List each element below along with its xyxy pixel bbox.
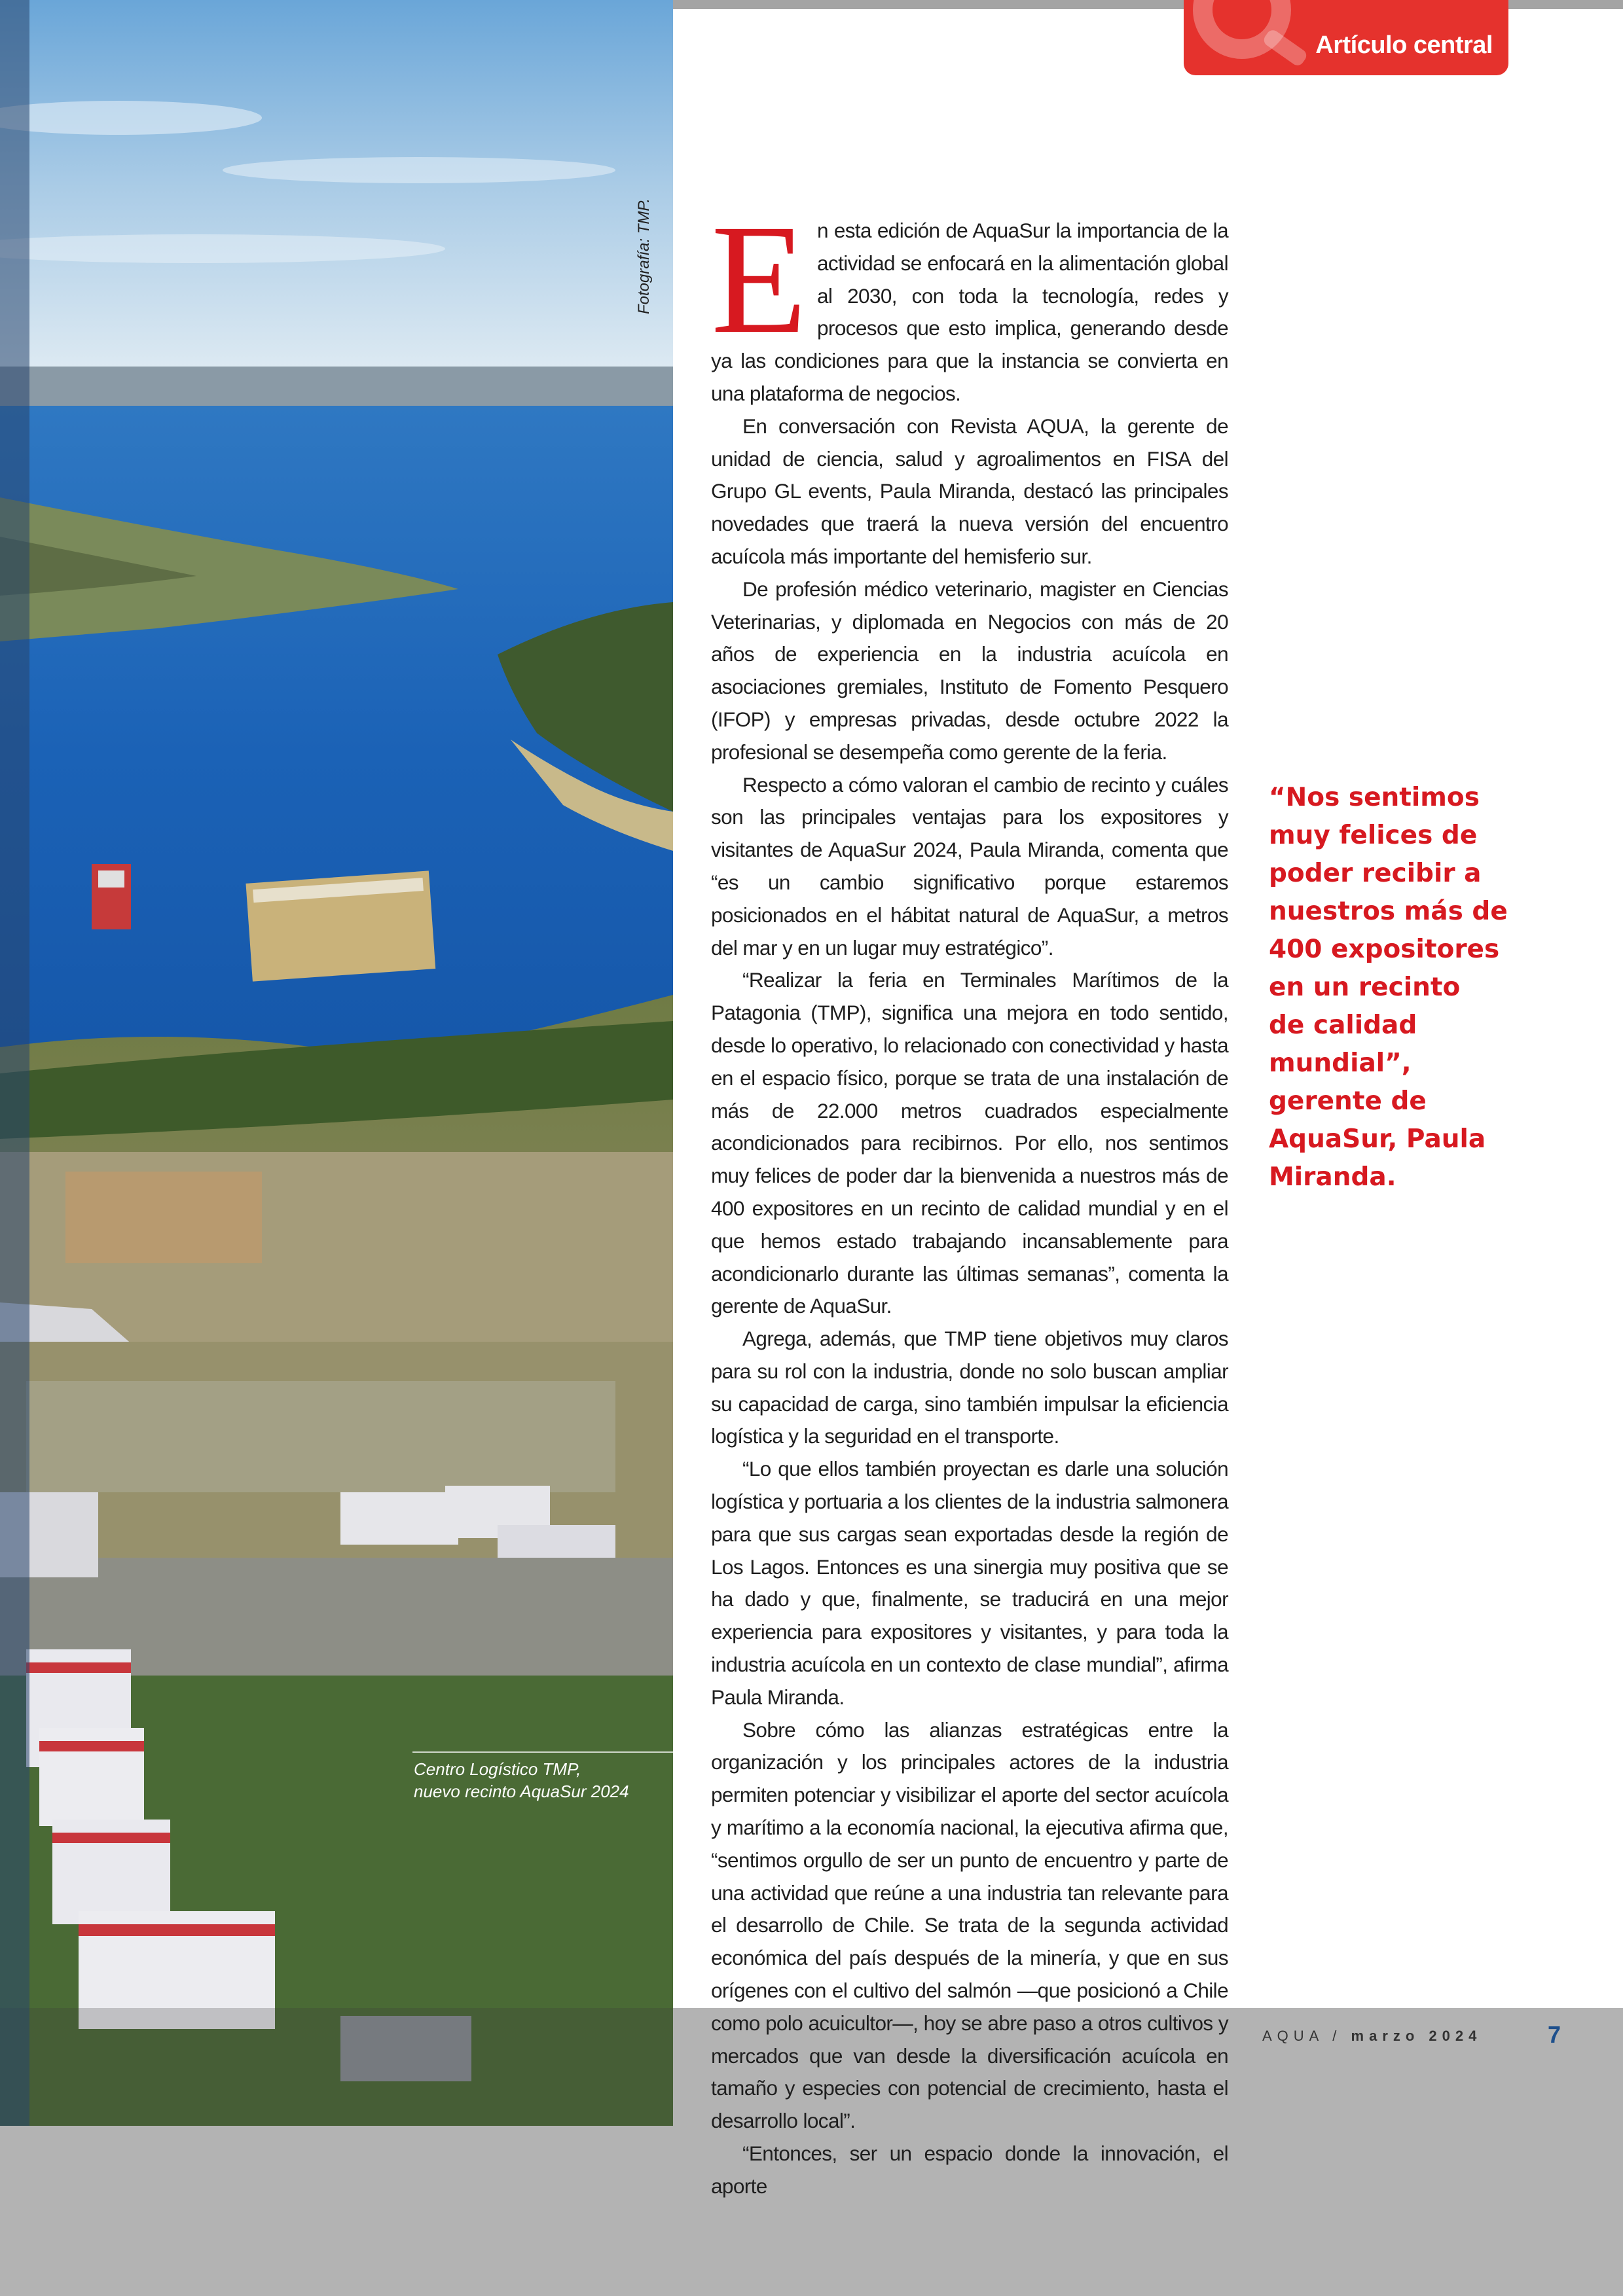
pull-quote-line: AquaSur, Paula: [1269, 1124, 1486, 1154]
pull-quote-line: Miranda.: [1269, 1162, 1396, 1192]
article-paragraph-6: Agrega, además, que TMP tiene objetivos muy claros para su rol con la industria, donde no solo buscan ampliar su capacidad de carga, sino también impulsar la eficiencia logística y la seguridad en el transporte.: [711, 1327, 1228, 1448]
article-paragraph-1: [711, 192, 1228, 410]
caption-rule: [412, 1751, 673, 1753]
photo-caption: [414, 1758, 669, 1803]
pull-quote-line: de calidad: [1269, 1011, 1417, 1040]
article-body: [711, 192, 1228, 2203]
paragraph-1-text: n esta edición de AquaSur la importancia de la actividad se enfocará en la alimentación global al 2030, con toda la tecnología, redes y procesos que esto implica, generando desde ya las condiciones para que la instancia se convierta en una plataforma de negocios.: [711, 219, 1228, 405]
footer-separator: /: [1332, 2028, 1342, 2044]
photo-credit: Fotografía: TMP.: [635, 198, 653, 314]
article-paragraph-2: En conversación con Revista AQUA, la gerente de unidad de ciencia, salud y agroalimentos en FISA del Grupo GL events, Paula Miranda, destacó las principales novedades que traerá la nueva versión del encuentro acuícola más importante del hemisferio sur.: [711, 414, 1228, 568]
caption-line-2: nuevo recinto AquaSur 2024: [414, 1782, 629, 1801]
pull-quote-line: en un recinto: [1269, 973, 1461, 1002]
footer-magazine: AQUA: [1262, 2028, 1324, 2044]
article-paragraph-7: “Lo que ellos también proyectan es darle una solución logística y portuaria a los clientes de la industria salmonera para que sus cargas sean exportadas desde la región de Los Lagos. Entonces es una sinergia muy positiva que se ha dado y que, finalmente, se traducirá en una mejor experiencia para expositores y visitantes, y para toda la industria acuícola en un contexto de clase mundial”, afirma Paula Miranda.: [711, 1457, 1228, 1709]
pull-quote-line: mundial”,: [1269, 1049, 1412, 1078]
article-paragraph-4: Respecto a cómo valoran el cambio de recinto y cuáles son las principales ventajas para los expositores y visitantes de AquaSur 2024, Paula Miranda, comenta que “es un cambio significativo porque estaremos posicionados en el hábitat natural de AquaSur, a metros del mar y en un lugar muy estratégico”.: [711, 772, 1228, 960]
footer-issue-date: marzo 2024: [1351, 2028, 1482, 2044]
aerial-photo: [0, 0, 673, 2126]
article-paragraph-9: “Entonces, ser un espacio donde la innovación, el aporte: [711, 2142, 1228, 2198]
pull-quote-line: muy felices de: [1269, 821, 1478, 850]
section-tab: [1184, 0, 1508, 75]
section-label: Artículo central: [1315, 31, 1493, 59]
caption-line-1: Centro Logístico TMP,: [414, 1759, 581, 1779]
pull-quote: [1269, 779, 1531, 1196]
page-number: 7: [1548, 2021, 1561, 2048]
pull-quote-line: “Nos sentimos: [1269, 783, 1480, 812]
pull-quote-line: poder recibir a: [1269, 859, 1482, 888]
article-paragraph-5: “Realizar la feria en Terminales Marítimos de la Patagonia (TMP), significa una mejora en todo sentido, desde lo operativo, lo relacionado con conectividad y hasta en el espacio físico, porque se trata de una instalación de más de 22.000 metros cuadrados especialmente acondicionados para recibirnos. Por ello, nos sentimos muy felices de poder dar la bienvenida a nuestros más de 400 expositores en un recinto de calidad mundial y en el que hemos estado trabajando incansablemente para acondicionarlo durante las últimas semanas”, comenta la gerente de AquaSur.: [711, 968, 1228, 1318]
pull-quote-line: nuestros más de: [1269, 897, 1508, 926]
drop-cap: E: [711, 192, 807, 366]
pull-quote-line: 400 expositores: [1269, 935, 1500, 964]
pull-quote-line: gerente de: [1269, 1086, 1427, 1116]
left-color-band: [0, 0, 29, 2126]
article-paragraph-8: Sobre cómo las alianzas estratégicas entre la organización y los principales actores de la industria permiten potenciar y visibilizar el aporte del sector acuícola y marítimo a la economía nacional, la ejecutiva afirma que, “sentimos orgullo de ser un punto de encuentro y parte de una actividad que reúne a una industria tan relevante para el desarrollo de Chile. Se trata de la segunda actividad económica del país después de la minería, y que en sus orígenes con el cultivo del salmón —que posicionó a Chile como polo acuicultor—, hoy se abre paso a otros cultivos y mercados que van desde la diversificación acuícola en tamaño y especies con potencial de crecimiento, hasta el desarrollo local”.: [711, 1717, 1228, 2133]
footer-issue: [1262, 2028, 1482, 2045]
article-paragraph-3: De profesión médico veterinario, magister en Ciencias Veterinarias, y diplomada en Negocios con más de 20 años de experiencia en la industria acuícola en asociaciones gremiales, Instituto de Fomento Pesquero (IFOP) y empresas privadas, desde octubre 2022 la profesional se desempeña como gerente de la feria.: [711, 577, 1228, 764]
